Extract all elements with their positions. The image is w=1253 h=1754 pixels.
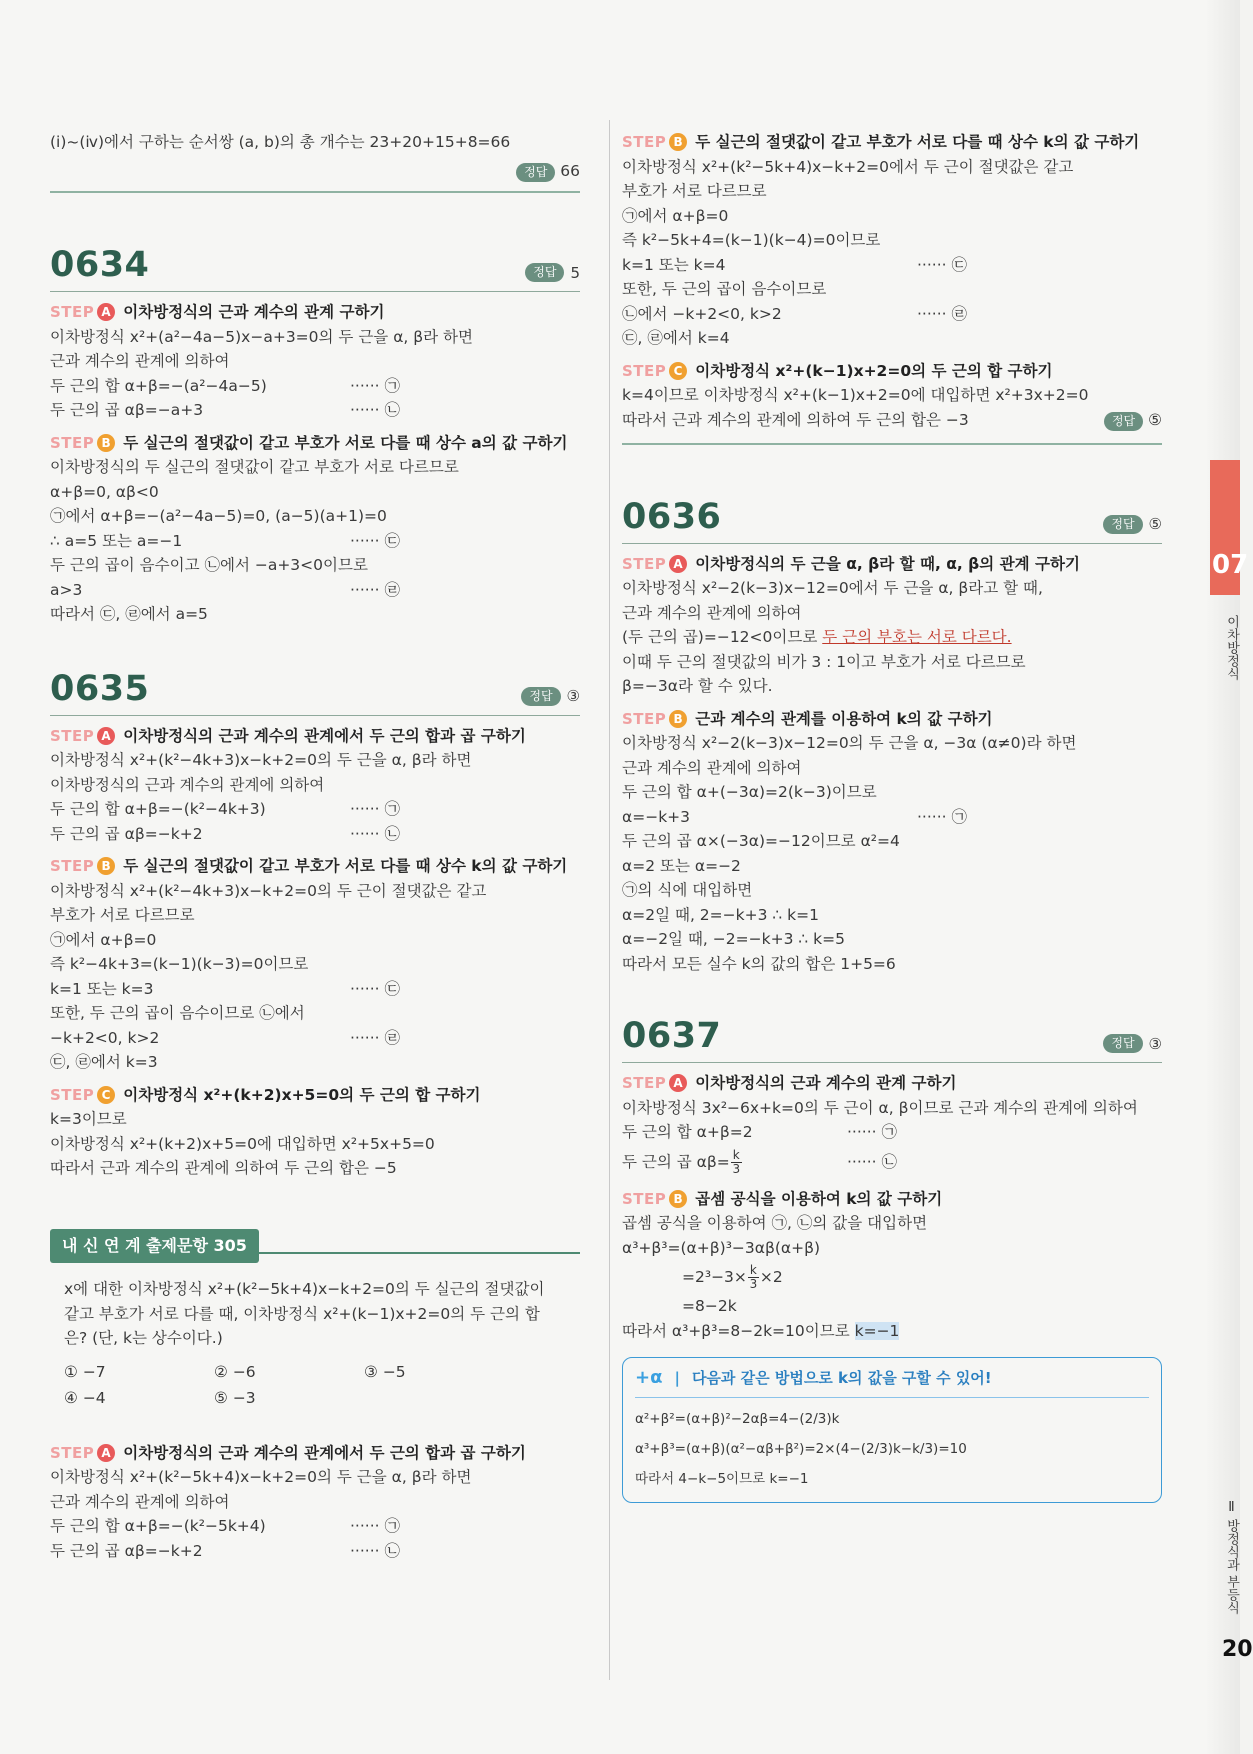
problem-header <box>50 669 580 716</box>
line-text: 즉 k²−5k+4=(k−1)(k−4)=0이므로 <box>622 231 881 249</box>
step-b-heading <box>50 431 580 456</box>
step-title: 두 실근의 절댓값이 같고 부호가 서로 다를 때 상수 k의 값 구하기 <box>123 857 568 875</box>
text-line <box>50 374 580 399</box>
answer-badge: 정답 <box>1104 412 1143 431</box>
text-line <box>622 780 1162 805</box>
step-label: STEP A <box>622 1071 687 1096</box>
step-label: STEP A <box>50 724 115 749</box>
question-line: x에 대한 이차방정식 x²+(k²−5k+4)x−k+2=0의 두 실근의 절댓값이 <box>64 1280 545 1298</box>
line-text: 이차방정식 x²+(a²−4a−5)x−a+3=0의 두 근을 α, β라 하면 <box>50 327 474 346</box>
text-line <box>622 204 1162 229</box>
line-text: 두 근의 곱 α×(−3α)=−12이므로 α²=4 <box>622 832 900 850</box>
step-c-body <box>50 1107 580 1181</box>
line-text: 또한, 두 근의 곱이 음수이므로 <box>622 280 827 298</box>
tip-box <box>622 1357 1162 1503</box>
naesin-header <box>50 1229 580 1264</box>
text-line <box>50 1001 580 1026</box>
step-title: 이차방정식의 근과 계수의 관계에서 두 근의 합과 곱 구하기 <box>123 726 526 745</box>
line-text: 두 근의 곱 αβ=−k+2 <box>50 824 203 843</box>
text-line: 이차방정식 3x²−6x+k=0의 두 근이 α, β이므로 근과 계수의 관계에 의하여 <box>622 1098 1138 1117</box>
answer-badge: 정답 <box>521 687 560 706</box>
text-line: 두 근의 합 α+β=2 ······ ㉠ <box>622 1123 897 1141</box>
text-line <box>50 349 580 374</box>
question-line: 은? (단, k는 상수이다.) <box>64 1329 223 1347</box>
problem-number: 0637 <box>622 1016 722 1056</box>
tip-body <box>635 1397 1149 1494</box>
text-line <box>622 952 1162 977</box>
text-line <box>50 879 580 904</box>
line-text: 근과 계수의 관계에 의하여 <box>50 352 230 370</box>
intro-text: (ⅰ)~(ⅳ)에서 구하는 순서쌍 (a, b)의 총 개수는 23+20+15+8=66 <box>50 133 511 151</box>
line-text: ㉡에서 −k+2<0, k>2 <box>622 304 782 323</box>
text-line: (두 근의 곱)=−12<0이므로 두 근의 부호는 서로 다르다. <box>622 628 1012 646</box>
line-text: α=−2일 때, −2=−k+3 ∴ k=5 <box>622 930 845 948</box>
line-text: 부호가 서로 다르므로 <box>50 906 195 924</box>
equation-marker: ······ ㉡ <box>350 401 400 419</box>
text-line <box>50 1026 580 1051</box>
answer-value: ⑤ <box>1148 411 1162 429</box>
line-text: ∴ a=5 또는 a=−1 <box>50 531 183 550</box>
step-a-heading <box>50 300 580 325</box>
text-line: =8−2k <box>682 1297 737 1315</box>
equation-marker: ······ ㉡ <box>350 824 400 843</box>
text-line <box>50 952 580 977</box>
step-title: 이차방정식의 근과 계수의 관계 구하기 <box>695 1074 957 1092</box>
equation-marker: ······ ㉠ <box>350 1517 400 1535</box>
line-text: 두 근의 합 α+(−3α)=2(k−3)이므로 <box>622 783 877 801</box>
text-line <box>622 253 1162 278</box>
line-text: 두 근의 합 α+β=−(a²−4a−5) <box>50 376 267 395</box>
step-title: 두 실근의 절댓값이 같고 부호가 서로 다를 때 상수 a의 값 구하기 <box>123 433 568 452</box>
text-line: 곱셈 공식을 이용하여 ㉠, ㉡의 값을 대입하면 <box>622 1214 928 1232</box>
text-line: 이때 두 근의 절댓값의 비가 3 : 1이고 부호가 서로 다르므로 <box>622 652 1026 671</box>
problem-header <box>622 497 1162 544</box>
chapter-title: 이차방정식 <box>1224 615 1239 680</box>
chapter-number: 07 <box>1212 550 1249 580</box>
step-title: 이차방정식 x²+(k−1)x+2=0의 두 근의 합 구하기 <box>695 361 1053 380</box>
equation-marker: ······ ㉠ <box>350 800 400 818</box>
text-line: β=−3α라 할 수 있다. <box>622 677 773 695</box>
right-column <box>622 130 1162 1503</box>
text-line <box>622 731 1162 756</box>
step-title: 이차방정식의 근과 계수의 관계에서 두 근의 합과 곱 구하기 <box>123 1443 526 1462</box>
text-line <box>50 1465 580 1490</box>
answer-value: 5 <box>570 263 580 282</box>
step-b-body <box>50 879 580 1075</box>
answer <box>521 684 580 709</box>
step-b-heading <box>622 1187 1162 1212</box>
text-line <box>622 302 1162 327</box>
text-line <box>50 748 580 773</box>
line-text: ㉠의 식에 대입하면 <box>622 881 753 899</box>
answer-value: ③ <box>1148 1034 1162 1053</box>
step-a-body <box>50 1465 580 1563</box>
answer-badge: 정답 <box>525 263 564 282</box>
text-line <box>50 928 580 953</box>
line-text: 따라서 ㉢, ㉣에서 a=5 <box>50 605 208 623</box>
text-line <box>50 504 580 529</box>
fraction: $\frac{k}{3}$ <box>749 1263 758 1291</box>
step-b-body <box>622 155 1162 351</box>
text-line <box>622 179 1162 204</box>
naesin-badge: 내 신 연 계 출제문항 305 <box>50 1229 259 1264</box>
answer <box>1103 512 1162 537</box>
line-text: α=−k+3 <box>622 807 691 826</box>
naesin-question <box>50 1263 580 1411</box>
line-text: 이차방정식 x²+(k²−5k+4)x−k+2=0에서 두 근이 절댓값은 같고 <box>622 157 1074 176</box>
text-line <box>622 805 1162 830</box>
line-text: 또한, 두 근의 곱이 음수이므로 ㉡에서 <box>50 1004 305 1022</box>
text-line <box>622 903 1162 928</box>
step-c-body <box>622 383 1162 432</box>
step-a-heading <box>622 1071 1162 1096</box>
step-label: STEP A <box>50 300 115 325</box>
text-line <box>50 1156 580 1181</box>
text-line: 이차방정식 x²−2(k−3)x−12=0에서 두 근을 α, β라고 할 때, <box>622 579 1043 597</box>
answer-value: ③ <box>566 687 580 705</box>
equation-marker: ······ ㉢ <box>917 255 967 274</box>
step-title: 곱셈 공식을 이용하여 k의 값 구하기 <box>695 1189 943 1208</box>
tip-line: α³+β³=(α+β)(α²−αβ+β²)=2×(4−(2/3)k−k/3)=10 <box>635 1440 967 1457</box>
step-a-body <box>50 748 580 846</box>
problem-0634 <box>50 245 580 627</box>
line-text: k=3이므로 <box>50 1110 127 1128</box>
step-title: 근과 계수의 관계를 이용하여 k의 값 구하기 <box>695 709 993 728</box>
line-text: 이차방정식 x²+(k²−5k+4)x−k+2=0의 두 근을 α, β라 하면 <box>50 1468 472 1486</box>
choice-3: ③ −5 <box>364 1362 406 1381</box>
line-text: ㉠에서 α+β=−(a²−4a−5)=0, (a−5)(a+1)=0 <box>50 507 387 525</box>
tip-line: 따라서 4−k−5이므로 k=−1 <box>635 1470 809 1487</box>
page-number: 20 <box>1222 1637 1253 1662</box>
step-title: 이차방정식의 두 근을 α, β라 할 때, α, β의 관계 구하기 <box>695 554 1080 573</box>
step-a-heading <box>622 552 1162 577</box>
line-text: ㉠에서 α+β=0 <box>622 206 729 225</box>
answer <box>525 261 580 286</box>
text-line <box>622 155 1162 180</box>
line-text: α+β=0, αβ<0 <box>50 482 159 501</box>
text-line <box>622 854 1162 879</box>
choice-4: ④ −4 <box>64 1388 106 1407</box>
step-c-heading <box>622 359 1162 384</box>
line-text: 즉 k²−4k+3=(k−1)(k−3)=0이므로 <box>50 955 309 973</box>
problem-0637 <box>622 1016 1162 1503</box>
line-text: 따라서 근과 계수의 관계에 의하여 두 근의 합은 −3 <box>622 410 969 429</box>
text-line <box>622 228 1162 253</box>
problem-header <box>622 1016 1162 1063</box>
page-edge <box>1205 0 1240 1754</box>
step-label: STEP B <box>622 707 687 732</box>
line-text: 근과 계수의 관계에 의하여 <box>50 1492 230 1511</box>
line-text: 이차방정식 x²−2(k−3)x−12=0의 두 근을 α, −3α (α≠0)라 하면 <box>622 734 1077 752</box>
choice-5: ⑤ −3 <box>214 1388 256 1407</box>
answer-value: 66 <box>560 161 580 180</box>
text-line <box>622 878 1162 903</box>
text-line <box>50 797 580 822</box>
section-rule <box>50 191 580 193</box>
step-label: STEP C <box>50 1083 115 1108</box>
line-text: ㉢, ㉣에서 k=4 <box>622 329 730 347</box>
text-line: 근과 계수의 관계에 의하여 <box>622 603 802 622</box>
text-line <box>622 277 1162 302</box>
problem-number: 0634 <box>50 245 150 285</box>
step-title: 이차방정식 x²+(k+2)x+5=0의 두 근의 합 구하기 <box>123 1085 481 1104</box>
line-text: 두 근의 합 α+β=−(k²−4k+3) <box>50 800 266 818</box>
text-line <box>50 578 580 603</box>
text-line: α³+β³=(α+β)³−3αβ(α+β) <box>622 1238 821 1257</box>
line-text: 따라서 모든 실수 k의 값의 합은 1+5=6 <box>622 954 896 973</box>
step-b-heading <box>622 707 1162 732</box>
step-title: 이차방정식의 근과 계수의 관계 구하기 <box>123 303 385 321</box>
fraction: $\frac{k}{3}$ <box>732 1147 741 1176</box>
step-label: STEP A <box>50 1441 115 1466</box>
problem-0635 <box>50 669 580 1181</box>
step-label: STEP B <box>622 130 687 155</box>
line-text: 이차방정식의 두 실근의 절댓값이 같고 부호가 서로 다르므로 <box>50 458 459 476</box>
choice-2: ② −6 <box>214 1362 256 1381</box>
text-line <box>50 1490 580 1515</box>
text-line <box>50 480 580 505</box>
step-label: STEP B <box>622 1187 687 1212</box>
text-line <box>50 1514 580 1539</box>
step-c-heading <box>50 1083 580 1108</box>
line-text: 부호가 서로 다르므로 <box>622 182 767 200</box>
step-label: STEP A <box>622 552 687 577</box>
tip-line: α²+β²=(α+β)²−2αβ=4−(2/3)k <box>635 1410 840 1427</box>
part-title: Ⅱ 방정식과 부등식 <box>1224 1500 1239 1615</box>
line-text: −k+2<0, k>2 <box>50 1028 160 1047</box>
text-line: =2³−3× $\frac{k}{3}$ ×2 <box>682 1263 783 1291</box>
step-label: STEP B <box>50 854 115 879</box>
answer-badge: 정답 <box>516 163 555 182</box>
equation-marker: ······ ㉠ <box>917 807 967 826</box>
step-a-heading <box>50 724 580 749</box>
equation-marker: ······ ㉣ <box>350 580 400 599</box>
line-text: k=1 또는 k=3 <box>50 979 154 998</box>
step-b-heading <box>50 854 580 879</box>
tip-header: +α | 다음과 같은 방법으로 k의 값을 구할 수 있어! <box>635 1366 1149 1391</box>
problem-0636 <box>622 497 1162 977</box>
text-line <box>50 553 580 578</box>
text-line <box>622 326 1162 351</box>
line-text: ㉠에서 α+β=0 <box>50 930 157 949</box>
line-text: a>3 <box>50 580 83 599</box>
step-b-body <box>622 731 1162 976</box>
step-b-heading <box>622 130 1162 155</box>
chapter-tab <box>1210 460 1249 595</box>
text-line <box>50 1107 580 1132</box>
answer-value: ⑤ <box>1148 515 1162 533</box>
line-text: 따라서 근과 계수의 관계에 의하여 두 근의 합은 −5 <box>50 1159 397 1177</box>
step-title: 두 실근의 절댓값이 같고 부호가 서로 다를 때 상수 k의 값 구하기 <box>695 133 1140 151</box>
line-text: k=4이므로 이차방정식 x²+(k−1)x+2=0에 대입하면 x²+3x+2=0 <box>622 386 1089 404</box>
naesin-rule <box>259 1252 580 1254</box>
tip-title: 다음과 같은 방법으로 k의 값을 구할 수 있어! <box>691 1369 992 1387</box>
choices <box>64 1359 580 1411</box>
line-text: α=2 또는 α=−2 <box>622 856 741 875</box>
question-line: 같고 부호가 서로 다를 때, 이차방정식 x²+(k−1)x+2=0의 두 근의 합 <box>64 1304 540 1323</box>
text-line <box>50 1539 580 1564</box>
line-text: α=2일 때, 2=−k+3 ∴ k=1 <box>622 905 819 924</box>
equation-marker: ······ ㉠ <box>350 376 400 395</box>
equation-marker: ······ ㉢ <box>350 979 400 998</box>
text-line <box>50 822 580 847</box>
text-line <box>622 756 1162 781</box>
text-line <box>622 927 1162 952</box>
equation-marker: ······ ㉢ <box>350 531 400 550</box>
text-line <box>622 408 1162 433</box>
line-text: 두 근의 합 α+β=−(k²−5k+4) <box>50 1517 266 1535</box>
equation-marker: ······ ㉣ <box>350 1028 400 1047</box>
line-text: 두 근의 곱이 음수이고 ㉡에서 −a+3<0이므로 <box>50 556 368 574</box>
text-line <box>50 977 580 1002</box>
section-rule <box>622 443 1162 445</box>
step-label: STEP B <box>50 431 115 456</box>
highlight: k=−1 <box>854 1321 900 1340</box>
text-line <box>622 383 1162 408</box>
answer-badge: 정답 <box>1103 1034 1142 1053</box>
answer-badge: 정답 <box>1103 515 1142 534</box>
line-text: 이차방정식 x²+(k²−4k+3)x−k+2=0의 두 근이 절댓값은 같고 <box>50 881 487 900</box>
text-line <box>50 1050 580 1075</box>
text-line: 두 근의 곱 αβ= $\frac{k}{3}$ ······ ㉡ <box>622 1147 897 1176</box>
line-text: ㉢, ㉣에서 k=3 <box>50 1053 158 1071</box>
choice-1: ① −7 <box>64 1362 106 1381</box>
line-text: 근과 계수의 관계에 의하여 <box>622 758 802 777</box>
text-line <box>50 529 580 554</box>
text-line <box>622 829 1162 854</box>
text-line <box>50 455 580 480</box>
line-text: 두 근의 곱 αβ=−k+2 <box>50 1541 203 1560</box>
emphasis: 두 근의 부호는 서로 다르다. <box>822 628 1012 646</box>
step-a-heading <box>50 1441 580 1466</box>
line-text: 두 근의 곱 αβ=−a+3 <box>50 401 204 419</box>
answer <box>1103 1032 1162 1057</box>
line-text: 이차방정식 x²+(k+2)x+5=0에 대입하면 x²+5x+5=0 <box>50 1134 435 1153</box>
equation-marker: ······ ㉣ <box>917 304 967 323</box>
step-a-body <box>50 325 580 423</box>
problem-header <box>50 245 580 292</box>
step-label: STEP C <box>622 359 687 384</box>
intro-answer <box>50 159 580 184</box>
column-divider <box>609 120 610 1680</box>
problem-number: 0636 <box>622 496 722 537</box>
left-column <box>50 130 580 1563</box>
text-line <box>50 602 580 627</box>
text-line: 따라서 α³+β³=8−2k=10이므로 k=−1 <box>622 1321 900 1340</box>
line-text: 이차방정식 x²+(k²−4k+3)x−k+2=0의 두 근을 α, β라 하면 <box>50 751 472 769</box>
text-line <box>50 398 580 423</box>
equation-marker: ······ ㉡ <box>350 1541 400 1560</box>
text-line <box>50 903 580 928</box>
problem-number: 0635 <box>50 668 150 709</box>
text-line <box>50 325 580 350</box>
line-text: k=1 또는 k=4 <box>622 255 726 274</box>
line-text: 이차방정식의 근과 계수의 관계에 의하여 <box>50 775 325 794</box>
step-b-body <box>50 455 580 627</box>
plus-alpha-icon: +α <box>635 1367 663 1388</box>
text-line <box>50 1132 580 1157</box>
text-line <box>50 773 580 798</box>
